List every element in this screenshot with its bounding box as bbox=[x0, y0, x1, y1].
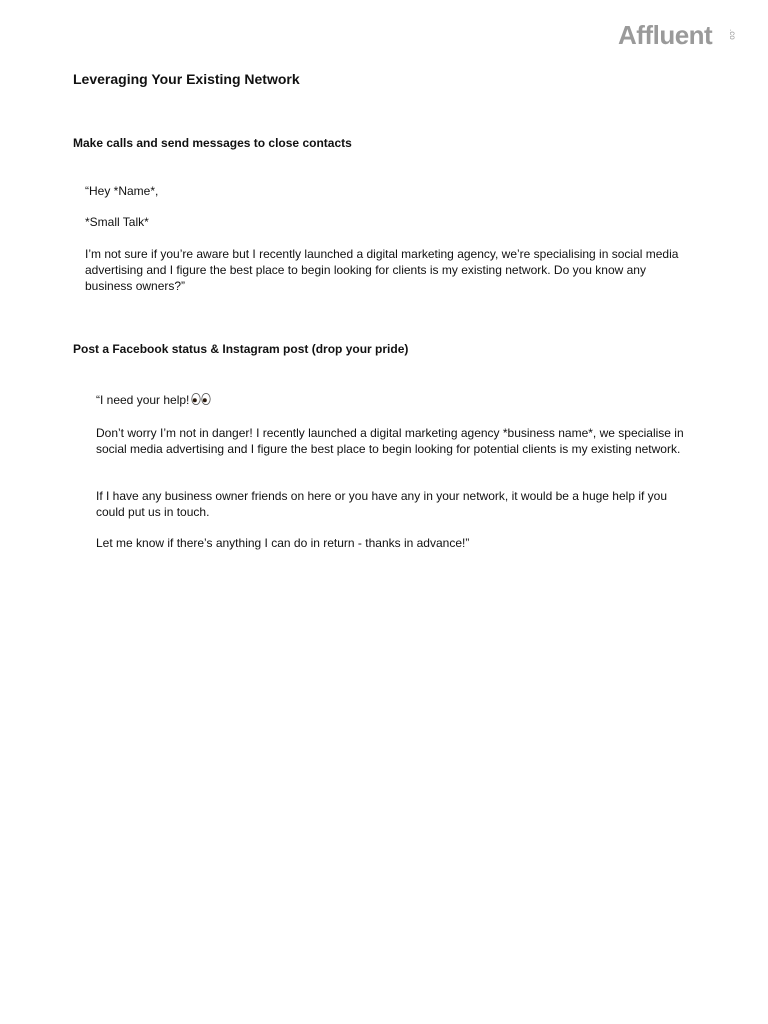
post-request: If I have any business owner friends on here or you have any in your network, it would be a huge help if you could put us in touch. bbox=[96, 489, 668, 519]
post-opening bbox=[96, 392, 688, 410]
post-closing: Let me know if there’s anything I can do in return - thanks in advance!” bbox=[96, 536, 470, 550]
section-heading-social-post: Post a Facebook status & Instagram post (drop your pride) bbox=[73, 342, 409, 356]
eyes-emoji-icon bbox=[191, 392, 211, 410]
message-small-talk: *Small Talk* bbox=[85, 215, 149, 229]
post-body: Don’t worry I’m not in danger! I recently launched a digital marketing agency *business name*, we specialise in social media advertising and I figure the best place to begin looking for potential clients is my existing network. bbox=[96, 426, 684, 456]
message-body: I’m not sure if you’re aware but I recently launched a digital marketing agency, we’re specialising in social media advertising and I figure the best place to begin looking for clients is my existing network. Do you know any business owners?” bbox=[85, 247, 679, 293]
logo-wordmark: Affluent bbox=[618, 20, 713, 50]
logo-suffix: .co bbox=[728, 29, 737, 40]
message-greeting: “Hey *Name*, bbox=[85, 184, 159, 198]
document-title: Leveraging Your Existing Network bbox=[73, 71, 300, 87]
affluent-logo bbox=[618, 20, 746, 50]
section-heading-calls: Make calls and send messages to close contacts bbox=[73, 136, 352, 150]
post-opening-text: “I need your help! bbox=[96, 393, 190, 407]
